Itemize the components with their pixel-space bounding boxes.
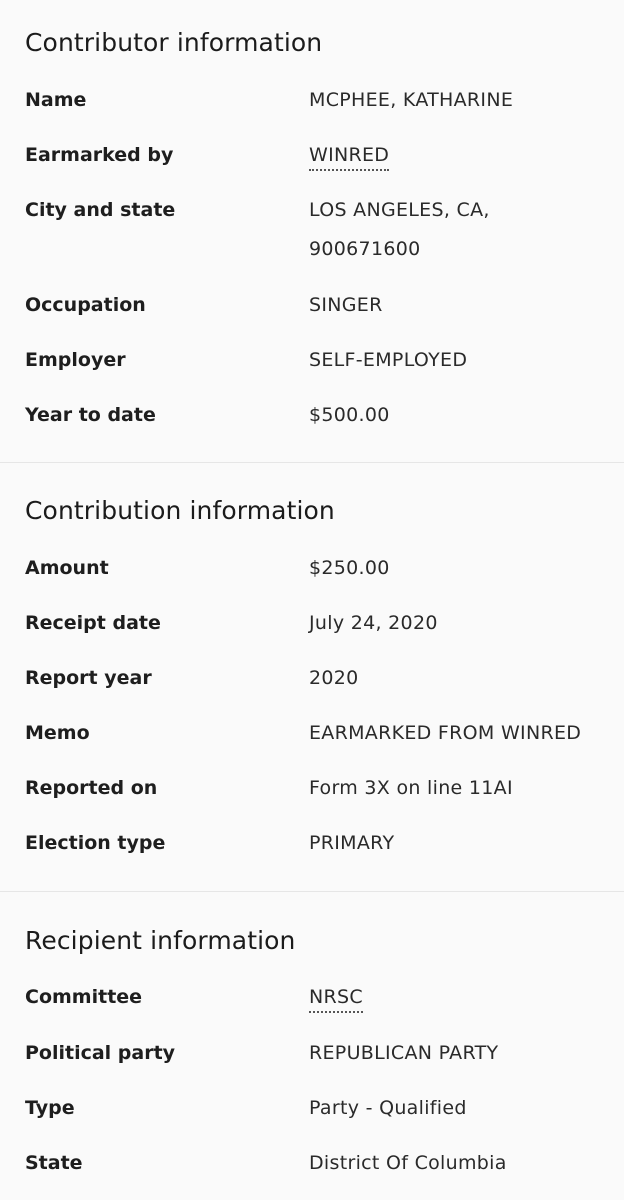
row-label: City and state xyxy=(25,199,176,221)
row-value: Party - Qualified xyxy=(309,1097,467,1119)
row-value: $500.00 xyxy=(309,404,390,426)
row-value: SELF-EMPLOYED xyxy=(309,349,468,371)
committee-link[interactable]: NRSC xyxy=(309,983,363,1013)
row-value: PRIMARY xyxy=(309,832,395,854)
row-label: Employer xyxy=(25,349,126,371)
contributor-row-ytd xyxy=(25,396,605,435)
recipient-section xyxy=(0,892,624,1200)
row-label: Amount xyxy=(25,557,109,579)
contribution-row-receipt-date xyxy=(25,604,605,643)
row-label: Occupation xyxy=(25,294,146,316)
row-label: Memo xyxy=(25,722,90,744)
row-label: Reported on xyxy=(25,777,158,799)
recipient-row-state xyxy=(25,1144,605,1183)
row-label: Type xyxy=(25,1097,75,1119)
row-label: Earmarked by xyxy=(25,144,174,166)
row-label: Year to date xyxy=(25,404,156,426)
row-label: State xyxy=(25,1152,83,1174)
row-label: Receipt date xyxy=(25,612,161,634)
earmarked-by-link[interactable]: WINRED xyxy=(309,141,389,171)
row-label: Election type xyxy=(25,832,166,854)
row-value: REPUBLICAN PARTY xyxy=(309,1042,499,1064)
contribution-row-election-type xyxy=(25,824,605,863)
row-label: Report year xyxy=(25,667,152,689)
contributor-row-employer xyxy=(25,341,605,380)
recipient-row-committee xyxy=(25,978,605,1017)
row-value: Form 3X on line 11AI xyxy=(309,777,513,799)
row-value: EARMARKED FROM WINRED xyxy=(309,722,582,744)
contributor-row-occupation xyxy=(25,286,605,325)
contribution-row-amount xyxy=(25,549,605,588)
contributor-row-earmarked xyxy=(25,136,605,175)
contribution-row-reported-on xyxy=(25,769,605,808)
contribution-row-memo xyxy=(25,714,605,753)
recipient-row-type xyxy=(25,1089,605,1128)
contribution-section-title: Contribution information xyxy=(25,496,335,525)
row-label: Political party xyxy=(25,1042,176,1064)
row-label: Name xyxy=(25,89,87,111)
row-value: SINGER xyxy=(309,294,383,316)
contributor-row-city-state xyxy=(25,191,605,269)
contributor-section xyxy=(0,0,624,463)
contribution-row-report-year xyxy=(25,659,605,698)
recipient-section-title: Recipient information xyxy=(25,926,296,955)
row-value: 2020 xyxy=(309,667,359,689)
row-label: Committee xyxy=(25,986,143,1008)
recipient-row-party xyxy=(25,1034,605,1073)
row-value: District Of Columbia xyxy=(309,1152,507,1174)
contributor-section-title: Contributor information xyxy=(25,28,323,57)
row-value: LOS ANGELES, CA, 900671600 xyxy=(309,199,490,260)
row-value: July 24, 2020 xyxy=(309,612,438,634)
contribution-section xyxy=(0,463,624,892)
contributor-row-name xyxy=(25,81,605,120)
row-value: $250.00 xyxy=(309,557,390,579)
row-value: MCPHEE, KATHARINE xyxy=(309,89,514,111)
